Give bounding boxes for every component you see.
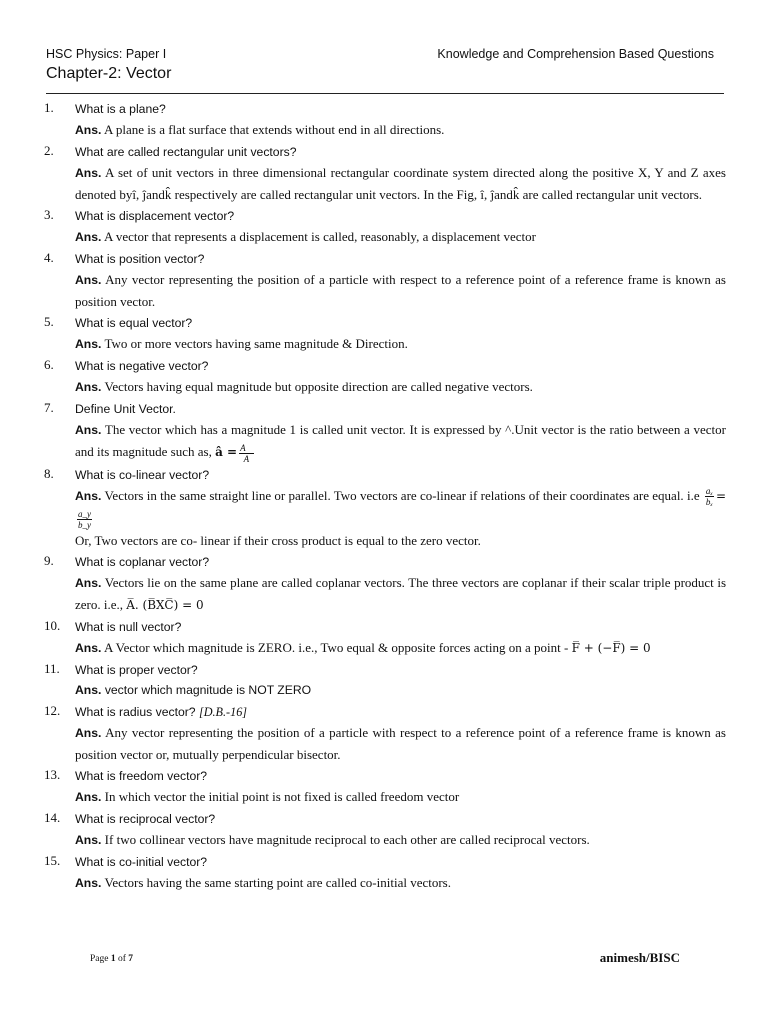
answer-label: Ans. (75, 575, 102, 590)
question-item (44, 207, 726, 248)
question-item (44, 553, 726, 616)
question-number: 1. (44, 100, 54, 115)
question-item (44, 357, 726, 398)
question-number: 12. (44, 702, 61, 718)
answer-label: Ans. (75, 423, 102, 437)
answer-label: Ans. (75, 488, 102, 503)
page-indicator (90, 954, 133, 964)
question-number: 9. (44, 552, 54, 568)
answer-body: Vectors in the same straight line or parallel. Two vectors are co-linear if relations of their coordinates are equal. i.e (104, 487, 700, 503)
question-item (44, 314, 726, 355)
page-footer (90, 950, 680, 970)
chapter-title: Chapter-2: Vector (46, 65, 172, 82)
question-item (44, 250, 726, 312)
answer-body: A Vector which magnitude is ZERO. i.e., Two equal & opposite forces acting on a point - (103, 639, 569, 655)
answer-label: Ans. (75, 380, 102, 394)
page-label: Page (90, 954, 109, 964)
answer-text (75, 419, 726, 464)
question-text: What is position vector? (75, 252, 205, 266)
answer-text (75, 485, 726, 530)
answer-text (75, 722, 726, 765)
answer-body: Two or more vectors having same magnitude & Direction. (104, 336, 408, 351)
unit-vector-formula: â = (215, 445, 238, 459)
question-text: Define Unit Vector. (75, 402, 176, 416)
answer-text (75, 637, 726, 659)
running-header (46, 47, 714, 65)
answer-label: Ans. (75, 337, 102, 351)
question-item (44, 853, 726, 894)
answer-text (75, 333, 726, 355)
answer-body: A vector that represents a displacement is called, reasonably, a displacement vector (103, 229, 536, 244)
answer-label: Ans. (75, 832, 102, 847)
author-signature: animesh/BISC (599, 950, 680, 965)
question-item (44, 466, 726, 551)
answer-body: Any vector representing the position of a particle with respect to a reference point of a reference frame is known as position vector. (75, 272, 726, 309)
question-item (44, 100, 726, 141)
answer-label: Ans. (75, 230, 102, 244)
page-total: 7 (128, 954, 134, 964)
answer-extra-text: Or, Two vectors are co- linear if their cross product is equal to the zero vector. (75, 532, 481, 548)
answer-body: A plane is a flat surface that extends without end in all directions. (103, 122, 445, 137)
question-text: What is displacement vector? (75, 209, 235, 223)
answer-label: Ans. (75, 682, 102, 697)
question-number: 7. (44, 400, 54, 415)
answer-label: Ans. (75, 123, 102, 137)
answer-label: Ans. (75, 166, 102, 180)
question-number: 14. (44, 809, 61, 825)
question-list (44, 100, 726, 896)
answer-text (75, 226, 726, 248)
answer-text (75, 872, 726, 894)
question-number: 2. (44, 143, 54, 158)
header-course-title: HSC Physics: Paper I (46, 47, 167, 61)
fraction-numerator: aₓ (705, 486, 713, 497)
question-number: 13. (44, 766, 61, 782)
answer-label: Ans. (75, 789, 102, 804)
answer-text (75, 680, 726, 701)
answer-label: Ans. (75, 725, 102, 740)
question-text: What is proper vector? (75, 662, 198, 677)
question-text: What are called rectangular unit vectors? (75, 145, 297, 159)
question-number: 4. (44, 250, 54, 265)
question-item (44, 767, 726, 808)
question-number: 6. (44, 357, 54, 372)
question-item (44, 703, 726, 765)
answer-label: Ans. (75, 875, 102, 890)
answer-body: Vectors having the same starting point are called co-initial vectors. (104, 874, 451, 890)
answer-text (75, 162, 726, 205)
answer-label: Ans. (75, 640, 102, 655)
question-number: 5. (44, 314, 54, 329)
question-text: What is null vector? (75, 619, 182, 634)
question-number: 11. (44, 660, 60, 676)
answer-body: If two collinear vectors have magnitude reciprocal to each other are called reciprocal vectors. (104, 831, 590, 847)
fraction-denominator: bₓ (705, 497, 713, 508)
header-divider (46, 93, 724, 94)
question-item (44, 143, 726, 205)
fraction-denominator: A (243, 453, 250, 464)
fraction-denominator: b_y (78, 519, 91, 530)
answer-text (75, 269, 726, 312)
colinear-fraction-b (77, 509, 92, 530)
equals-sign: = (715, 488, 727, 503)
question-text: What is freedom vector? (75, 768, 208, 783)
scalar-triple-product-formula: A̅. (B̅XC̅) = 0 (126, 597, 204, 612)
answer-text (75, 829, 726, 851)
header-section-title: Knowledge and Comprehension Based Questions (437, 47, 714, 61)
question-number: 10. (44, 617, 61, 633)
question-number: 3. (44, 207, 54, 222)
answer-body: A set of unit vectors in three dimensional rectangular coordinate system directed along the positive X, Y and Z axes denoted byî, ĵandk̂ respectively are called rectangular unit vectors. In the Fig, î, ĵandk̂ are called rectangular unit vectors. (75, 165, 726, 202)
answer-label: Ans. (75, 273, 102, 287)
question-text (75, 703, 726, 722)
answer-text (75, 376, 726, 398)
question-text: What is coplanar vector? (75, 554, 210, 569)
colinear-fraction-a (705, 486, 714, 507)
question-text: What is co-initial vector? (75, 854, 208, 869)
question-item (44, 661, 726, 701)
question-item (44, 400, 726, 464)
answer-text (75, 786, 726, 808)
answer-body: Any vector representing the position of a particle with respect to a reference point of a reference frame is known as position vector or, mutually perpendicular bisector. (75, 724, 726, 762)
question-number: 15. (44, 852, 61, 868)
question-text: What is a plane? (75, 102, 166, 116)
fraction-numerator: a_y (78, 508, 91, 519)
null-vector-formula: F̅ + (−F̅) = 0 (571, 640, 651, 655)
of-label: of (117, 954, 126, 964)
question-text: What is co-linear vector? (75, 467, 210, 482)
unit-vector-fraction (239, 443, 254, 464)
answer-body: Vectors having equal magnitude but opposite direction are called negative vectors. (104, 379, 533, 394)
answer-body: In which vector the initial point is not fixed is called freedom vector (104, 788, 460, 804)
question-number: 8. (44, 465, 54, 481)
answer-body: vector which magnitude is NOT ZERO (104, 682, 312, 697)
fraction-numerator: A⃗ (240, 442, 253, 453)
board-citation: [D.B.-16] (198, 704, 248, 719)
question-item (44, 618, 726, 659)
question-text: What is negative vector? (75, 359, 209, 373)
page-number: 1 (110, 954, 116, 964)
answer-text (75, 572, 726, 616)
answer-body: Vectors lie on the same plane are called coplanar vectors. The three vectors are coplanar if their scalar triple product is zero. i.e., (75, 574, 726, 612)
question-item (44, 810, 726, 851)
question-text: What is equal vector? (75, 316, 193, 330)
question-text: What is reciprocal vector? (75, 811, 216, 826)
question-body: What is radius vector? (75, 704, 196, 719)
answer-body: The vector which has a magnitude 1 is called unit vector. It is expressed by ^.Unit vector is the ratio between a vector and its magnitude such as, (75, 422, 726, 459)
answer-text (75, 119, 726, 141)
